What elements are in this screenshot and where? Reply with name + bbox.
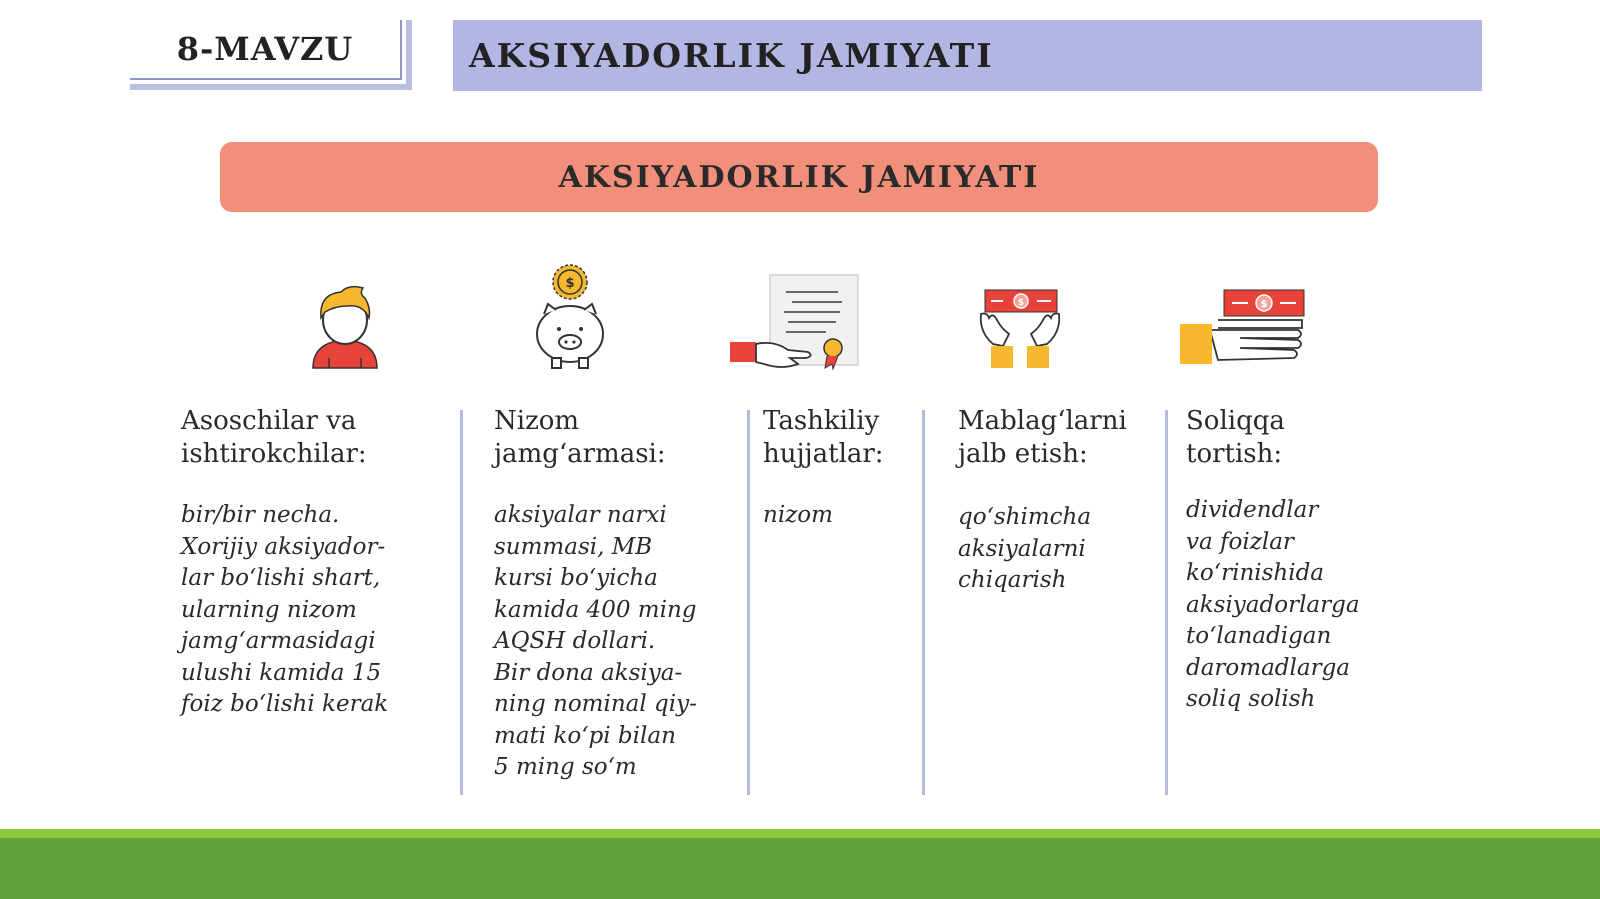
column-heading: Nizom jamg‘armasi: <box>494 406 666 469</box>
topic-label: 8-MAVZU <box>176 30 354 68</box>
svg-text:$: $ <box>565 276 575 291</box>
column-taxation <box>1186 405 1285 471</box>
svg-text:$: $ <box>1260 299 1268 310</box>
column-divider <box>922 410 925 795</box>
hands-money-icon <box>975 284 1065 374</box>
banner-title: AKSIYADORLIK JAMIYATI <box>558 159 1040 195</box>
topic-label-box <box>130 20 412 90</box>
title-bar <box>453 20 1482 91</box>
svg-text:$: $ <box>1017 298 1025 308</box>
column-documents <box>763 405 884 471</box>
section-banner <box>220 142 1378 212</box>
document-certificate-icon <box>728 270 863 375</box>
footer-bar <box>0 838 1600 899</box>
column-body: qo‘shimcha aksiyalarni chiqarish <box>958 504 1092 593</box>
hand-payment-icon <box>1178 288 1308 373</box>
column-body: dividendlar va foizlar ko‘rinishida aksiyadorlarga to‘lanadigan daromadlarga soliq solish <box>1186 497 1360 712</box>
column-heading: Tashkiliy hujjatlar: <box>763 406 884 469</box>
column-body: aksiyalar narxi summasi, MB kursi bo‘yicha kamida 400 ming AQSH dollari. Bir dona aksiya- ning nominal qiy- mati ko‘pi bilan 5 ming so‘m <box>494 502 697 780</box>
column-charter-fund <box>494 405 666 471</box>
column-divider <box>747 410 750 795</box>
column-heading: Mablag‘larni jalb etish: <box>958 406 1127 469</box>
column-founders <box>181 405 367 471</box>
column-divider <box>460 410 463 795</box>
page-title: AKSIYADORLIK JAMIYATI <box>469 36 994 75</box>
person-icon <box>305 280 385 370</box>
column-fundraising <box>958 405 1127 471</box>
footer-stripe <box>0 829 1600 838</box>
column-heading: Soliqqa tortish: <box>1186 406 1285 469</box>
piggy-bank-icon <box>530 262 610 372</box>
column-heading: Asoschilar va ishtirokchilar: <box>181 406 367 469</box>
column-body: bir/bir necha. Xorijiy aksiyador- lar bo‘lishi shart, ularning nizom jamg‘armasidagi ulushi kamida 15 foiz bo‘lishi kerak <box>181 502 389 717</box>
column-body: nizom <box>763 502 833 528</box>
column-divider <box>1165 410 1168 795</box>
topic-label-inner <box>130 20 402 80</box>
